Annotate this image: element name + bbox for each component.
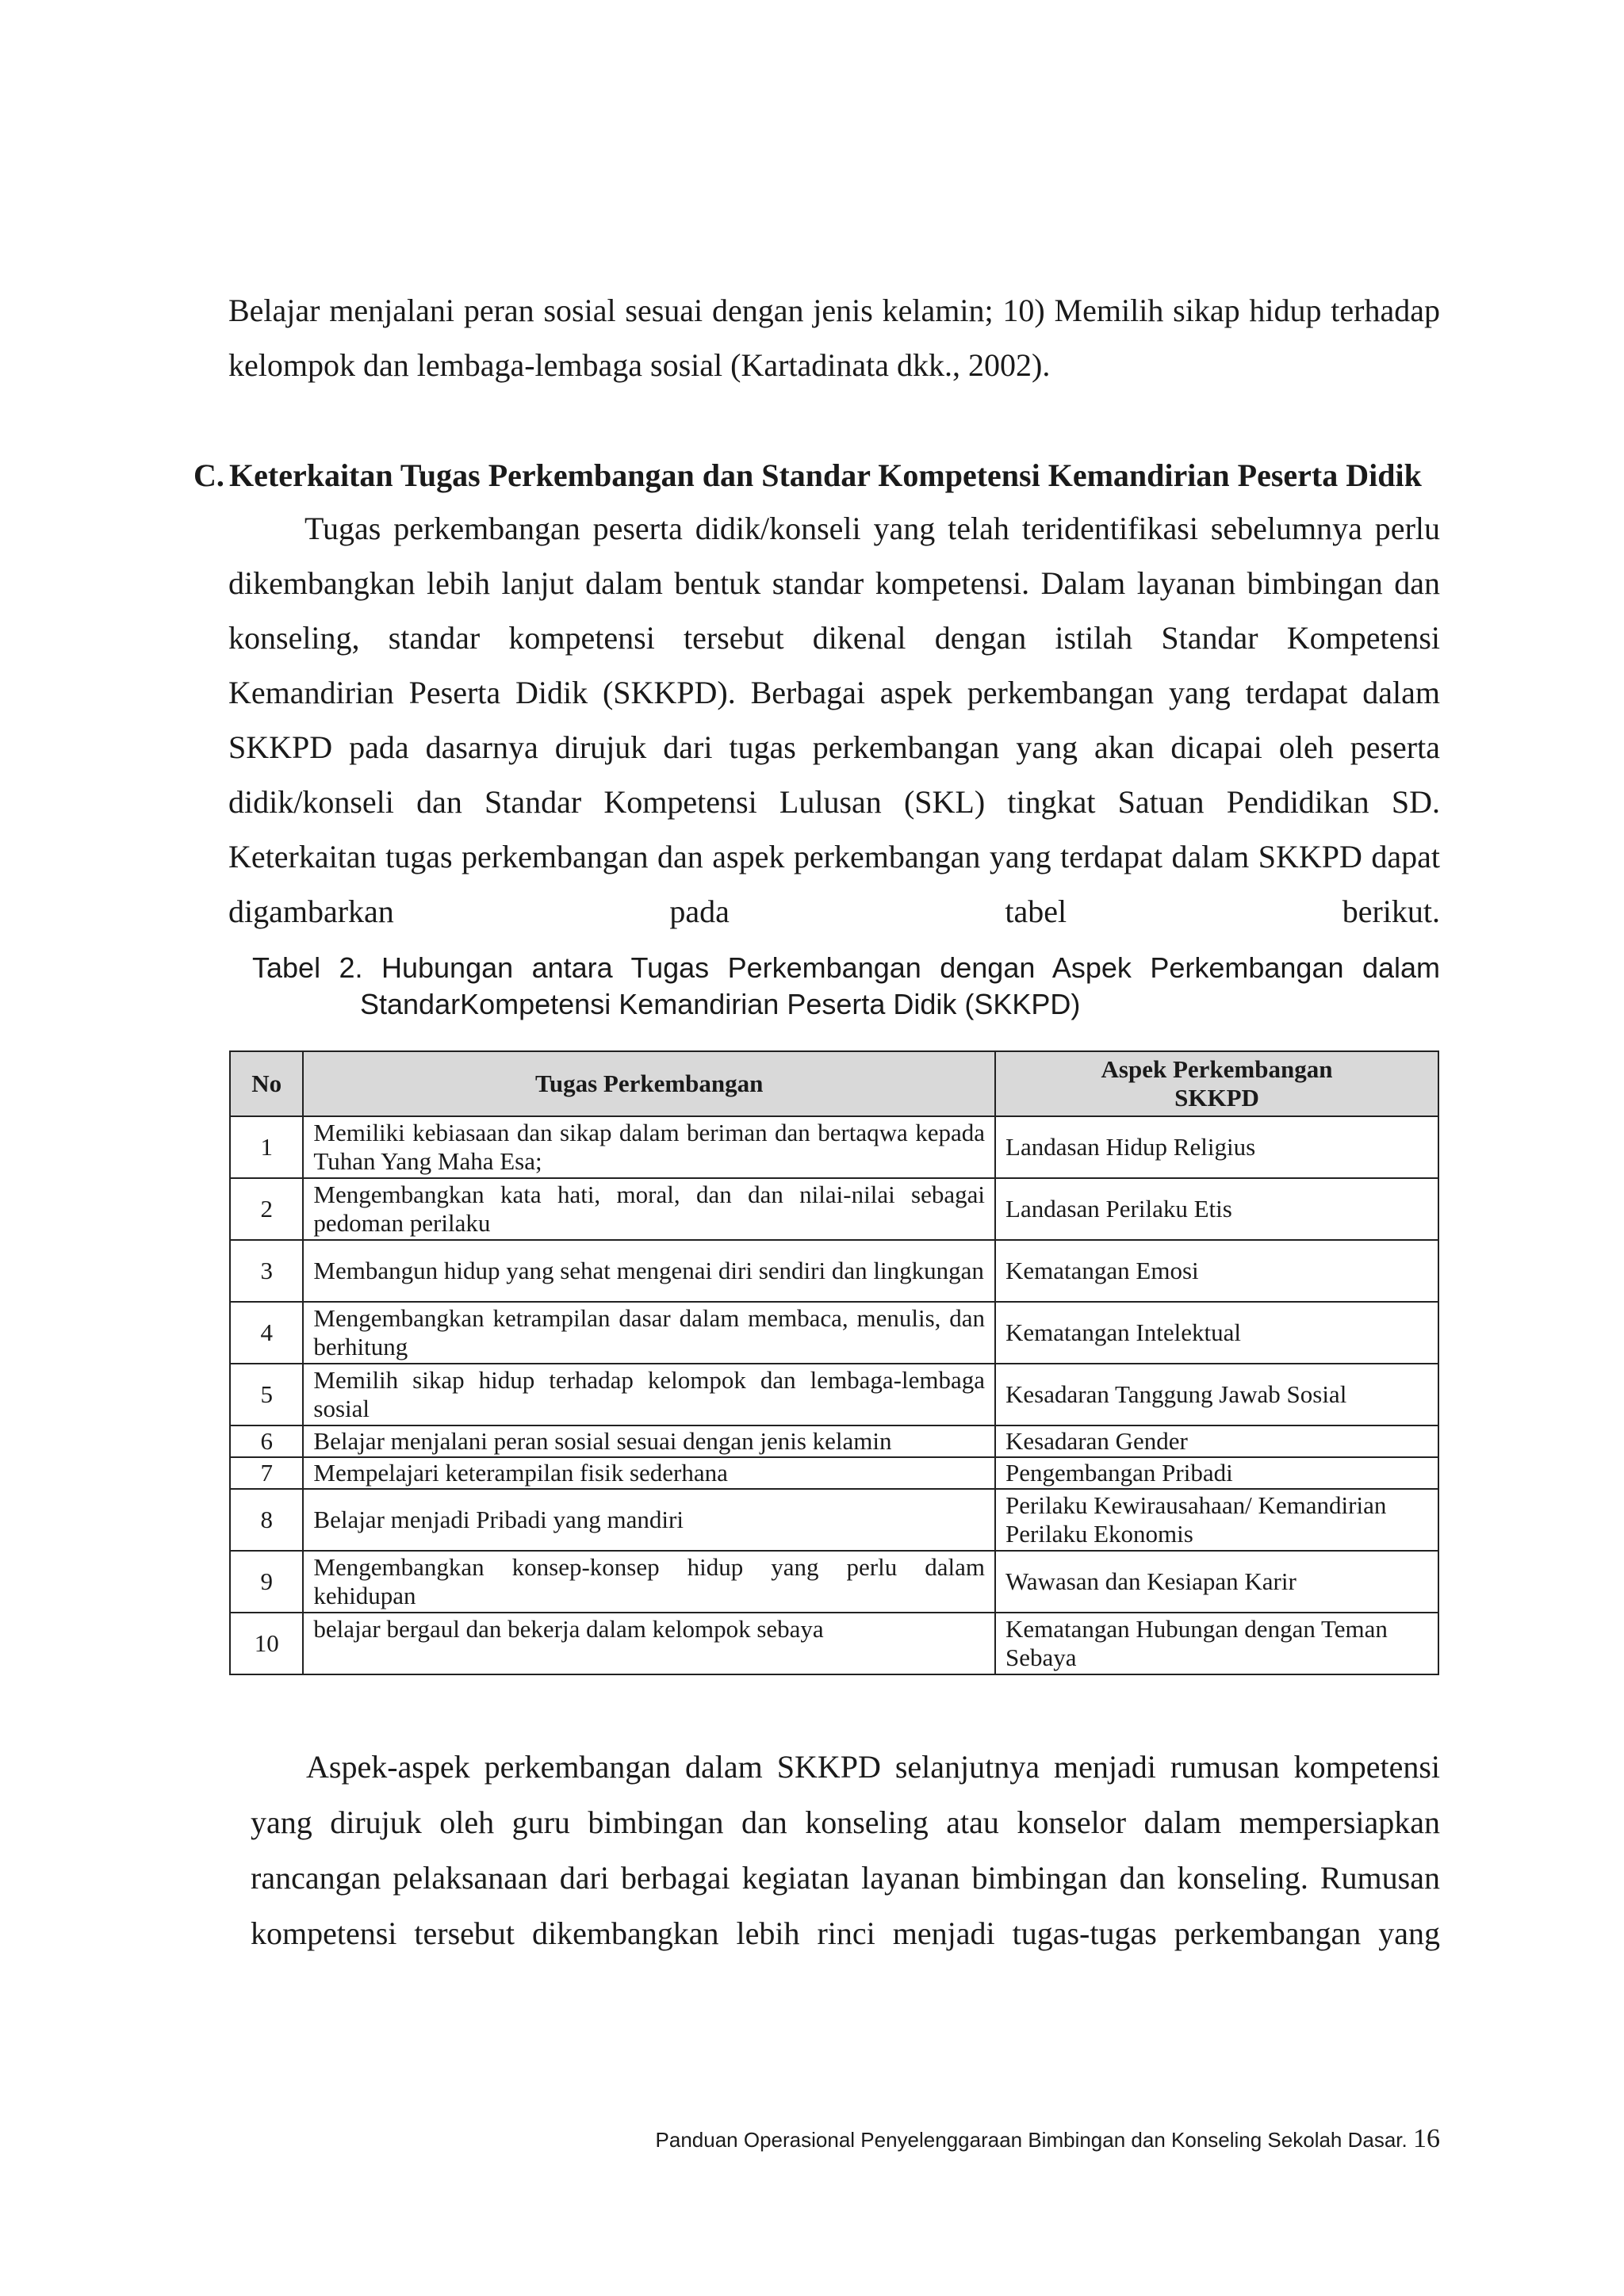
page-number: 16 — [1413, 2124, 1440, 2153]
table-row — [230, 1489, 1438, 1551]
row-aspect: Kesadaran Tanggung Jawab Sosial — [995, 1364, 1438, 1425]
section-heading — [193, 452, 1446, 499]
header-no: No — [230, 1051, 303, 1116]
header-task: Tugas Perkembangan — [303, 1051, 995, 1116]
table-caption-line-2: StandarKompetensi Kemandirian Peserta Didik (SKKPD) — [360, 988, 1081, 1020]
top-paragraph-line-1: Belajar menjalani peran sosial sesuai dengan jenis kelamin; 10) Memilih sikap hidup terhadap — [228, 293, 1440, 328]
top-paragraph-line-2: kelompok dan lembaga-lembaga sosial (Kartadinata dkk., 2002). — [228, 347, 1051, 383]
row-no: 2 — [230, 1178, 303, 1240]
table-row — [230, 1116, 1438, 1178]
header-aspect-line-1: Aspek Perkembangan — [1101, 1055, 1333, 1083]
table-caption-line-1: Tabel 2. Hubungan antara Tugas Perkembangan dengan Aspek Perkembangan dalam — [252, 951, 1440, 984]
row-no: 6 — [230, 1425, 303, 1457]
table-row — [230, 1425, 1438, 1457]
row-no: 8 — [230, 1489, 303, 1551]
table-row — [230, 1240, 1438, 1302]
footer-text: Panduan Operasional Penyelenggaraan Bimbingan dan Konseling Sekolah Dasar. — [655, 2128, 1408, 2152]
row-no: 3 — [230, 1240, 303, 1302]
header-aspect — [995, 1051, 1438, 1116]
row-task: Mengembangkan kata hati, moral, dan dan nilai-nilai sebagai pedoman perilaku — [303, 1178, 995, 1240]
row-aspect: Kematangan Hubungan dengan Teman Sebaya — [995, 1613, 1438, 1674]
row-aspect: Kematangan Emosi — [995, 1240, 1438, 1302]
table-row — [230, 1613, 1438, 1674]
row-no: 5 — [230, 1364, 303, 1425]
table-row — [230, 1178, 1438, 1240]
row-task: Mempelajari keterampilan fisik sederhana — [303, 1457, 995, 1489]
row-task: Mengembangkan ketrampilan dasar dalam membaca, menulis, dan berhitung — [303, 1302, 995, 1364]
row-no: 9 — [230, 1551, 303, 1613]
row-no: 1 — [230, 1116, 303, 1178]
section-title: Keterkaitan Tugas Perkembangan dan Standar Kompetensi Kemandirian Peserta Didik — [229, 457, 1422, 493]
row-task: Membangun hidup yang sehat mengenai diri sendiri dan lingkungan — [303, 1240, 995, 1302]
row-aspect: Kematangan Intelektual — [995, 1302, 1438, 1364]
intro-paragraph: Tugas perkembangan peserta didik/konseli yang telah teridentifikasi sebelumnya perlu dikembangkan lebih lanjut dalam bentuk standar kompetensi. Dalam layanan bimbingan dan konseling, standar kompetensi tersebut dikenal dengan istilah Standar Kompetensi Kemandirian Peserta Didik (SKKPD). Berbagai aspek perkembangan yang terdapat dalam SKKPD pada dasarnya dirujuk dari tugas perkembangan yang akan dicapai oleh peserta didik/konseli dan Standar Kompetensi Lulusan (SKL) tingkat Satuan Pendidikan SD. Keterkaitan tugas perkembangan dan aspek perkembangan yang terdapat dalam SKKPD dapat digambarkan pada tabel berikut. — [228, 511, 1440, 929]
row-no: 4 — [230, 1302, 303, 1364]
header-aspect-line-2: SKKPD — [1174, 1084, 1259, 1112]
skkpd-table — [229, 1050, 1439, 1675]
top-paragraph — [228, 283, 1440, 392]
table-row — [230, 1551, 1438, 1613]
row-aspect: Pengembangan Pribadi — [995, 1457, 1438, 1489]
row-task: Belajar menjalani peran sosial sesuai dengan jenis kelamin — [303, 1425, 995, 1457]
row-task: Memilih sikap hidup terhadap kelompok dan lembaga-lembaga sosial — [303, 1364, 995, 1425]
table-row — [230, 1457, 1438, 1489]
table-row — [230, 1364, 1438, 1425]
table-header-row — [230, 1051, 1438, 1116]
row-no: 10 — [230, 1613, 303, 1674]
page-footer — [626, 2123, 1440, 2156]
row-aspect: Kesadaran Gender — [995, 1425, 1438, 1457]
table-caption — [252, 950, 1440, 1023]
row-task: Memiliki kebiasaan dan sikap dalam beriman dan bertaqwa kepada Tuhan Yang Maha Esa; — [303, 1116, 995, 1178]
row-aspect: Wawasan dan Kesiapan Karir — [995, 1551, 1438, 1613]
section-letter: C. — [193, 457, 224, 493]
table-row — [230, 1302, 1438, 1364]
row-aspect: Landasan Hidup Religius — [995, 1116, 1438, 1178]
row-aspect: Landasan Perilaku Etis — [995, 1178, 1438, 1240]
bottom-paragraph: Aspek-aspek perkembangan dalam SKKPD selanjutnya menjadi rumusan kompetensi yang dirujuk oleh guru bimbingan dan konseling atau konselor dalam mempersiapkan rancangan pelaksanaan dari berbagai kegiatan layanan bimbingan dan konseling. Rumusan kompetensi tersebut dikembangkan lebih rinci menjadi tugas-tugas perkembangan yang — [251, 1749, 1440, 1951]
row-task: belajar bergaul dan bekerja dalam kelompok sebaya — [303, 1613, 995, 1674]
row-task: Mengembangkan konsep-konsep hidup yang perlu dalam kehidupan — [303, 1551, 995, 1613]
row-task: Belajar menjadi Pribadi yang mandiri — [303, 1489, 995, 1551]
row-aspect: Perilaku Kewirausahaan/ Kemandirian Perilaku Ekonomis — [995, 1489, 1438, 1551]
row-no: 7 — [230, 1457, 303, 1489]
